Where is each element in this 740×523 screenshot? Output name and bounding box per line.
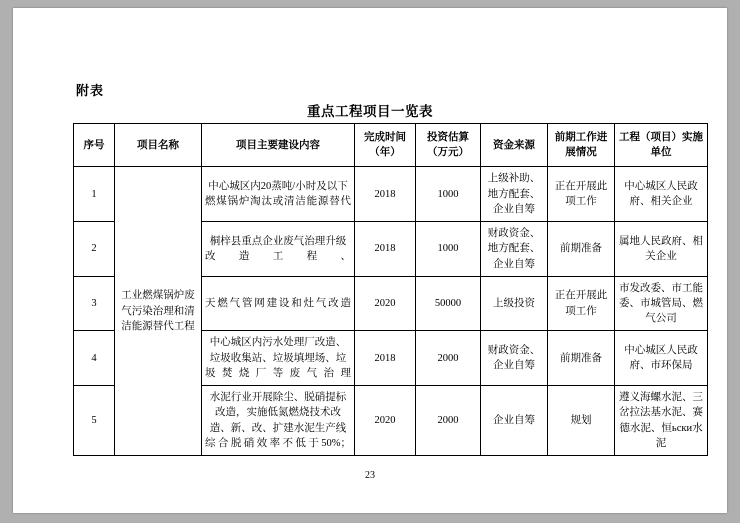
header-unit: 工程（项目）实施单位 <box>615 124 708 167</box>
page-title: 重点工程项目一览表 <box>307 104 433 119</box>
table-row <box>74 167 708 222</box>
cell-no: 2 <box>74 222 115 277</box>
cell-source: 上级补助、地方配套、企业自筹 <box>481 167 548 222</box>
cell-source: 上级投资 <box>481 276 548 331</box>
cell-content: 水泥行业开展除尘、脱硝提标改造，实施低氮燃烧技术改造、新、改、扩建水泥生产线综合脱硝效率不低于50%； <box>202 386 355 456</box>
cell-no: 1 <box>74 167 115 222</box>
cell-no: 3 <box>74 276 115 331</box>
cell-project-group-name: 工业燃煤锅炉废气污染治理和清洁能源替代工程 <box>115 167 202 456</box>
cell-content: 中心城区内污水处理厂改造、垃圾收集站、垃圾填埋场、垃圾焚烧厂等废气治理 <box>202 331 355 386</box>
cell-content: 桐梓县重点企业废气治理升级改造工程、 <box>202 222 355 277</box>
cell-time: 2018 <box>355 222 416 277</box>
cell-invest: 50000 <box>416 276 481 331</box>
header-time: 完成时间（年） <box>355 124 416 167</box>
cell-content: 天燃气管网建设和灶气改造 <box>202 276 355 331</box>
cell-unit: 中心城区人民政府、市环保局 <box>615 331 708 386</box>
cell-unit: 属地人民政府、相关企业 <box>615 222 708 277</box>
cell-time: 2020 <box>355 386 416 456</box>
cell-no: 5 <box>74 386 115 456</box>
header-project-name: 项目名称 <box>115 124 202 167</box>
cell-unit: 市发改委、市工能委、市城管局、燃气公司 <box>615 276 708 331</box>
cell-content: 中心城区内20蒸吨/小时及以下燃煤锅炉淘汰或清洁能源替代 <box>202 167 355 222</box>
cell-invest: 2000 <box>416 331 481 386</box>
cell-invest: 1000 <box>416 222 481 277</box>
header-invest: 投资估算（万元） <box>416 124 481 167</box>
header-content: 项目主要建设内容 <box>202 124 355 167</box>
cell-progress: 正在开展此项工作 <box>548 167 615 222</box>
cell-source: 财政资金、企业自筹 <box>481 331 548 386</box>
attachment-label: 附表 <box>76 83 105 98</box>
header-source: 资金来源 <box>481 124 548 167</box>
cell-invest: 2000 <box>416 386 481 456</box>
cell-progress: 前期准备 <box>548 222 615 277</box>
cell-time: 2018 <box>355 331 416 386</box>
header-no: 序号 <box>74 124 115 167</box>
cell-no: 4 <box>74 331 115 386</box>
cell-progress: 前期准备 <box>548 331 615 386</box>
cell-unit: 中心城区人民政府、相关企业 <box>615 167 708 222</box>
cell-progress: 正在开展此项工作 <box>548 276 615 331</box>
table-header-row <box>74 124 708 167</box>
cell-unit: 遵义海螺水泥、三岔拉法基水泥、赛德水泥、恒ьски水泥 <box>615 386 708 456</box>
cell-source: 企业自筹 <box>481 386 548 456</box>
cell-progress: 规划 <box>548 386 615 456</box>
project-table <box>73 123 708 456</box>
cell-invest: 1000 <box>416 167 481 222</box>
header-progress: 前期工作进展情况 <box>548 124 615 167</box>
cell-source: 财政资金、地方配套、企业自筹 <box>481 222 548 277</box>
cell-time: 2018 <box>355 167 416 222</box>
page-number: 23 <box>365 470 375 481</box>
document-page <box>13 8 727 513</box>
cell-time: 2020 <box>355 276 416 331</box>
